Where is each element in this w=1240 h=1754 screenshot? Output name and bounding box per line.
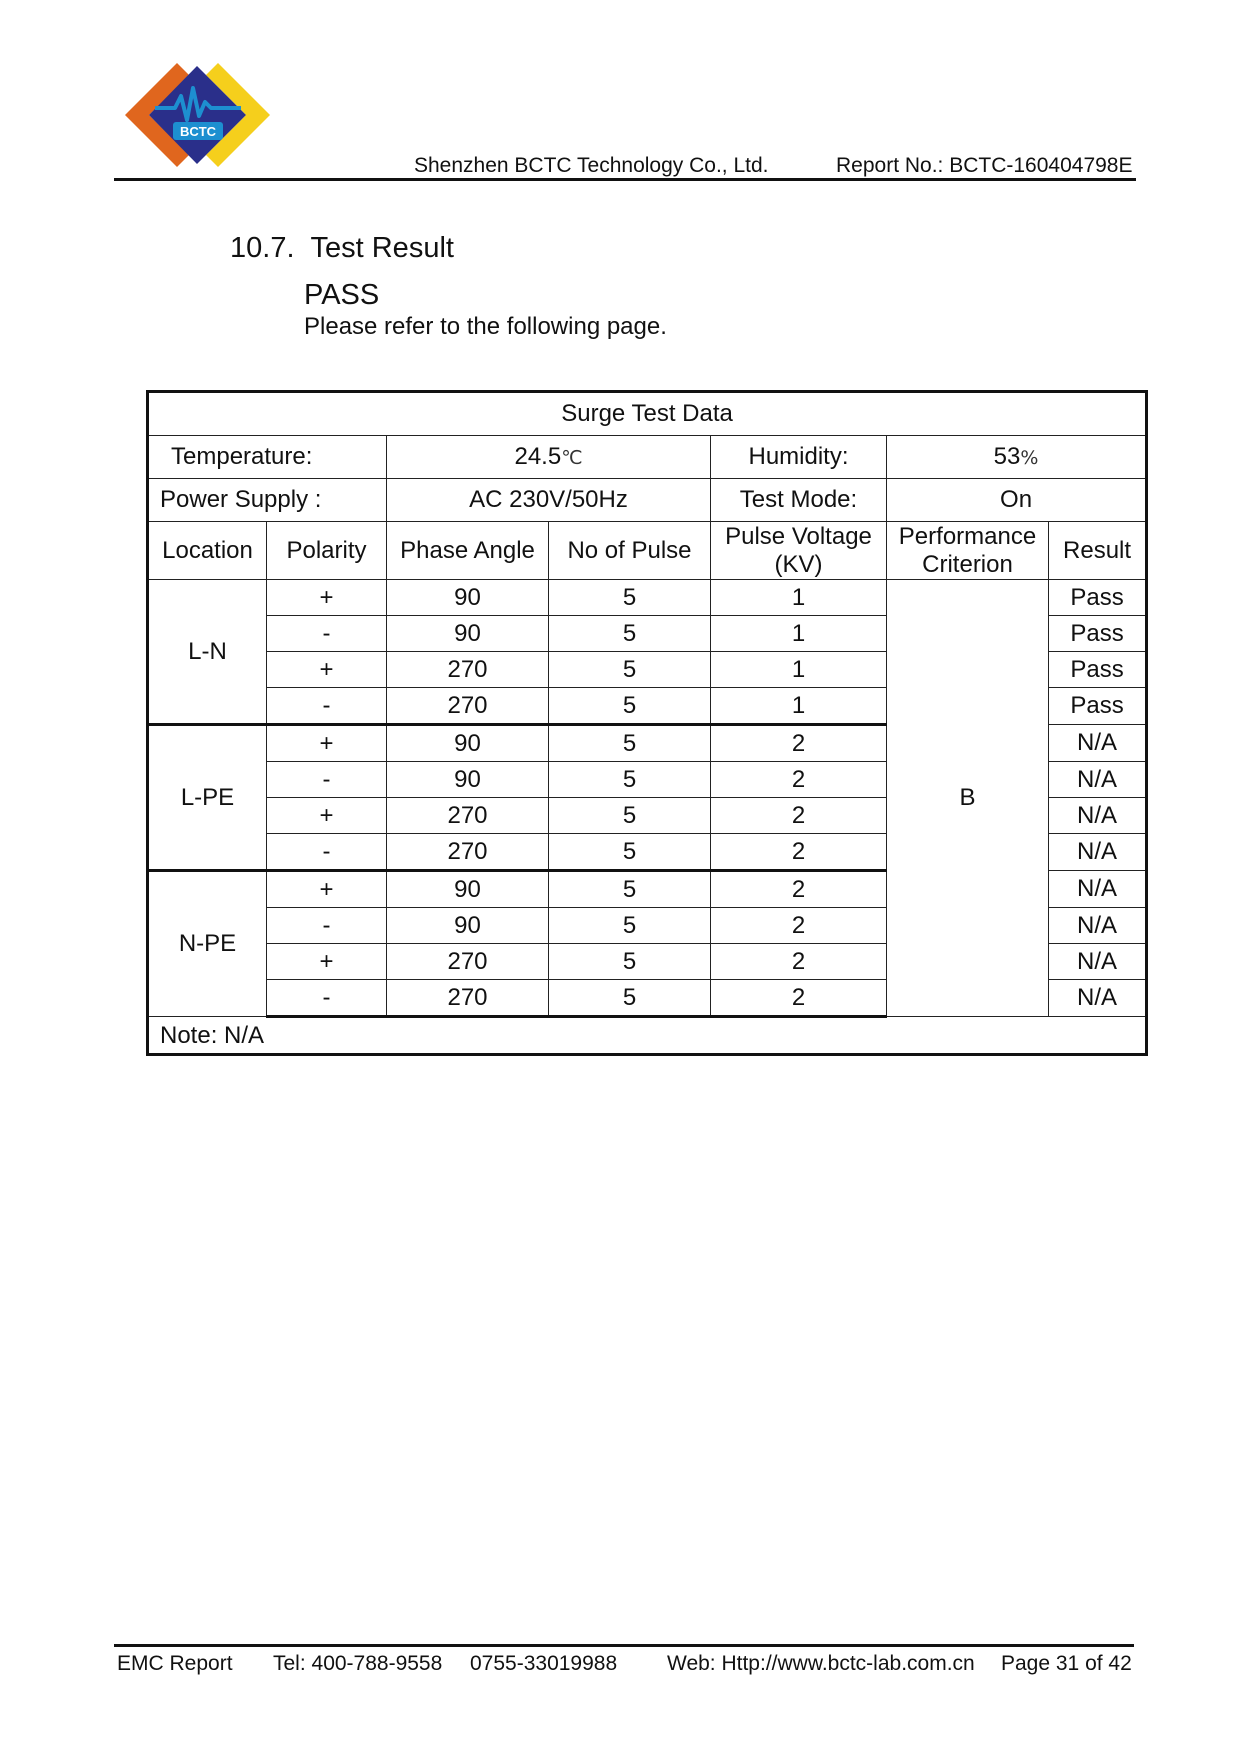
temperature-number: 24.5: [514, 443, 562, 471]
col-header-pulse-voltage-line1: Pulse Voltage: [725, 522, 872, 550]
polarity-cell: -: [267, 980, 387, 1017]
performance-criterion-cell: B: [887, 580, 1049, 1017]
temperature-unit: ℃: [561, 447, 583, 470]
result-cell: N/A: [1049, 980, 1147, 1017]
phase-angle-cell: 90: [387, 580, 549, 616]
phase-angle-cell: 270: [387, 834, 549, 871]
section-heading: [230, 232, 454, 265]
polarity-cell: +: [267, 871, 387, 908]
polarity-cell: -: [267, 616, 387, 652]
polarity-cell: -: [267, 762, 387, 798]
footer-page-number: Page 31 of 42: [1001, 1652, 1132, 1675]
phase-angle-cell: 270: [387, 944, 549, 980]
pulse-voltage-cell: 1: [711, 580, 887, 616]
result-cell: Pass: [1049, 652, 1147, 688]
result-cell: N/A: [1049, 798, 1147, 834]
result-cell: Pass: [1049, 688, 1147, 725]
temperature-value: [387, 436, 711, 479]
pulse-voltage-cell: 1: [711, 652, 887, 688]
polarity-cell: +: [267, 580, 387, 616]
pulse-count-cell: 5: [549, 980, 711, 1017]
polarity-cell: -: [267, 688, 387, 725]
pulse-voltage-cell: 2: [711, 944, 887, 980]
pulse-count-cell: 5: [549, 580, 711, 616]
power-supply-label: Power Supply :: [148, 479, 387, 522]
result-cell: N/A: [1049, 944, 1147, 980]
phase-angle-cell: 270: [387, 688, 549, 725]
bctc-logo: [115, 58, 280, 173]
footer-website: Web: Http://www.bctc-lab.com.cn: [667, 1652, 975, 1675]
polarity-cell: +: [267, 944, 387, 980]
footer-phone-2: 0755-33019988: [470, 1652, 618, 1675]
table-row: [148, 580, 1147, 616]
pulse-voltage-cell: 2: [711, 834, 887, 871]
col-header-performance-line1: Performance: [898, 522, 1037, 550]
phase-angle-cell: 90: [387, 616, 549, 652]
phase-angle-cell: 90: [387, 908, 549, 944]
pulse-voltage-cell: 1: [711, 616, 887, 652]
col-header-pulse-voltage: [711, 522, 887, 580]
result-cell: N/A: [1049, 725, 1147, 762]
section-note: Please refer to the following page.: [304, 313, 667, 340]
pulse-count-cell: 5: [549, 834, 711, 871]
section-title: Test Result: [310, 232, 454, 264]
location-cell: L-PE: [148, 725, 267, 871]
polarity-cell: +: [267, 652, 387, 688]
pulse-voltage-cell: 2: [711, 871, 887, 908]
section-number: 10.7.: [230, 232, 295, 264]
result-cell: N/A: [1049, 908, 1147, 944]
pulse-count-cell: 5: [549, 944, 711, 980]
location-cell: N-PE: [148, 871, 267, 1017]
pulse-count-cell: 5: [549, 762, 711, 798]
result-cell: Pass: [1049, 616, 1147, 652]
col-header-performance-line2: Criterion: [922, 550, 1013, 578]
pulse-voltage-cell: 2: [711, 798, 887, 834]
phase-angle-cell: 270: [387, 652, 549, 688]
pulse-count-cell: 5: [549, 725, 711, 762]
phase-angle-cell: 270: [387, 980, 549, 1017]
col-header-pulse-voltage-line2: (KV): [774, 550, 823, 578]
pulse-count-cell: 5: [549, 616, 711, 652]
pulse-count-cell: 5: [549, 688, 711, 725]
temperature-label: Temperature:: [148, 436, 387, 479]
pulse-voltage-cell: 2: [711, 980, 887, 1017]
result-cell: N/A: [1049, 871, 1147, 908]
location-cell: L-N: [148, 580, 267, 725]
humidity-number: 53: [993, 443, 1021, 471]
result-cell: N/A: [1049, 834, 1147, 871]
col-header-location: Location: [148, 522, 267, 580]
table-title: Surge Test Data: [148, 392, 1147, 436]
phase-angle-cell: 90: [387, 762, 549, 798]
polarity-cell: +: [267, 725, 387, 762]
company-name: Shenzhen BCTC Technology Co., Ltd.: [414, 154, 769, 177]
polarity-cell: +: [267, 798, 387, 834]
col-header-phase-angle: Phase Angle: [387, 522, 549, 580]
test-mode-value: On: [887, 479, 1147, 522]
col-header-performance-criterion: [887, 522, 1049, 580]
footer-telephone: Tel: 400-788-9558: [273, 1652, 443, 1675]
test-mode-label: Test Mode:: [711, 479, 887, 522]
col-header-result: Result: [1049, 522, 1147, 580]
footer-divider: [114, 1644, 1134, 1647]
pulse-count-cell: 5: [549, 652, 711, 688]
col-header-polarity: Polarity: [267, 522, 387, 580]
pulse-voltage-cell: 2: [711, 762, 887, 798]
surge-test-table: [146, 390, 1148, 1056]
phase-angle-cell: 270: [387, 798, 549, 834]
logo-text: BCTC: [179, 124, 217, 139]
pulse-voltage-cell: 1: [711, 688, 887, 725]
result-cell: N/A: [1049, 762, 1147, 798]
phase-angle-cell: 90: [387, 725, 549, 762]
polarity-cell: -: [267, 908, 387, 944]
humidity-unit: %: [1020, 447, 1039, 470]
table-note: Note: N/A: [148, 1017, 1147, 1055]
test-status: PASS: [304, 279, 380, 311]
pulse-count-cell: 5: [549, 908, 711, 944]
pulse-voltage-cell: 2: [711, 725, 887, 762]
pulse-voltage-cell: 2: [711, 908, 887, 944]
result-cell: Pass: [1049, 580, 1147, 616]
phase-angle-cell: 90: [387, 871, 549, 908]
report-number: Report No.: BCTC-160404798E: [836, 154, 1133, 177]
header-divider: [114, 178, 1136, 181]
power-supply-value: AC 230V/50Hz: [387, 479, 711, 522]
polarity-cell: -: [267, 834, 387, 871]
col-header-no-of-pulse: No of Pulse: [549, 522, 711, 580]
humidity-value: [887, 436, 1147, 479]
footer-report-label: EMC Report: [117, 1652, 233, 1675]
humidity-label: Humidity:: [711, 436, 887, 479]
pulse-count-cell: 5: [549, 871, 711, 908]
pulse-count-cell: 5: [549, 798, 711, 834]
